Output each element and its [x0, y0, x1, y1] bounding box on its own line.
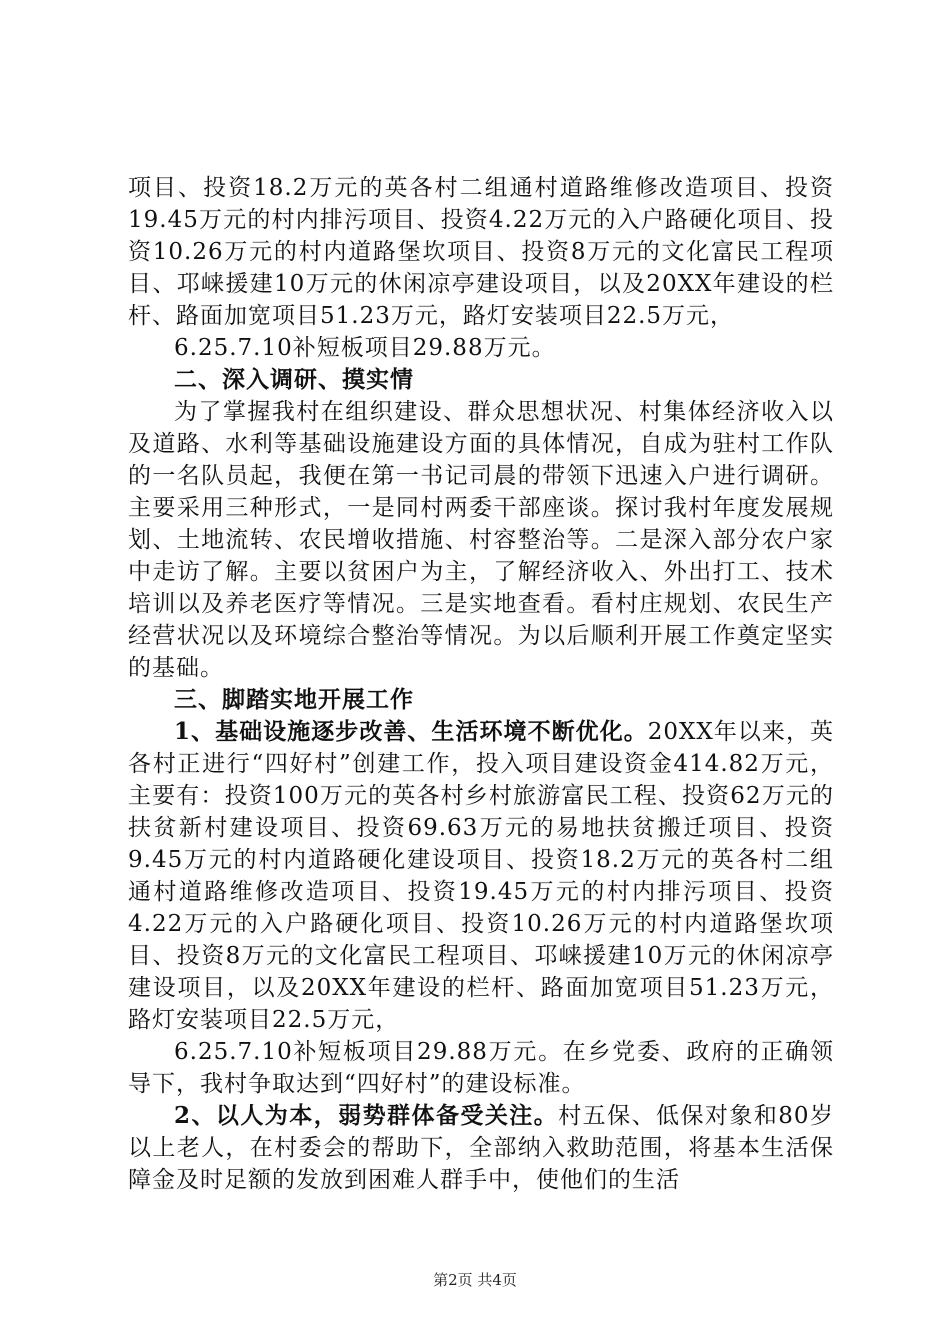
lead-vulnerable-groups: 2、以人为本，弱势群体备受关注。 [174, 1102, 559, 1129]
section-heading-work: 三、脚踏实地开展工作 [174, 686, 414, 713]
section-heading-research: 二、深入调研、摸实情 [174, 366, 414, 393]
document-body [128, 172, 834, 1196]
paragraph-infrastructure-text: 20XX年以来，英各村正进行“四好村”创建工作，投入项目建设资金414.82万元，主要有：投资100万元的英各村乡村旅游富民工程、投资62万元的扶贫新村建设项目、投资69.63万元的易地扶贫搬迁项目、投资9.45万元的村内道路硬化建设项目、投资18.2万元的英各村二组通村道路维修改造项目、投资19.45万元的村内排污项目、投资4.22万元的入户路硬化项目、投资10.26万元的村内道路堡坎项目、投资8万元的文化富民工程项目、邛崃援建10万元的休闲凉亭建设项目，以及20XX年建设的栏杆、路面加宽项目51.23万元，路灯安装项目22.5万元， [128, 719, 834, 1033]
paragraph-shortboard-goal: 6.25.7.10补短板项目29.88万元。在乡党委、政府的正确领导下，我村争取达到“四好村”的建设标准。 [128, 1039, 834, 1097]
paragraph-vulnerable-groups-text: 村五保、低保对象和80岁以上老人，在村委会的帮助下，全部纳入救助范围，将基本生活保障金及时足额的发放到困难人群手中，使他们的生活 [128, 1103, 834, 1193]
paragraph-infrastructure [128, 716, 834, 1036]
page-number: 第2页 共4页 [433, 1271, 517, 1289]
lead-infrastructure: 1、基础设施逐步改善、生活环境不断优化。 [174, 718, 648, 745]
paragraph-shortboard-project: 6.25.7.10补短板项目29.88万元。 [174, 335, 556, 361]
page-footer [0, 1270, 950, 1290]
paragraph-research: 为了掌握我村在组织建设、群众思想状况、村集体经济收入以及道路、水利等基础设施建设方面的具体情况，自成为驻村工作队的一名队员起，我便在第一书记司晨的带领下迅速入户进行调研。主要采用三种形式，一是同村两委干部座谈。探讨我村年度发展规划、土地流转、农民增收措施、村容整治等。二是深入部分农户家中走访了解。主要以贫困户为主，了解经济收入、外出打工、技术培训以及养老医疗等情况。三是实地查看。看村庄规划、农民生产经营状况以及环境综合整治等情况。为以后顺利开展工作奠定坚实的基础。 [128, 399, 834, 681]
paragraph-projects-continued: 项目、投资18.2万元的英各村二组通村道路维修改造项目、投资19.45万元的村内排污项目、投资4.22万元的入户路硬化项目、投资10.26万元的村内道路堡坎项目、投资8万元的文化富民工程项目、邛崃援建10万元的休闲凉亭建设项目，以及20XX年建设的栏杆、路面加宽项目51.23万元，路灯安装项目22.5万元， [128, 175, 834, 329]
paragraph-vulnerable-groups [128, 1100, 834, 1196]
